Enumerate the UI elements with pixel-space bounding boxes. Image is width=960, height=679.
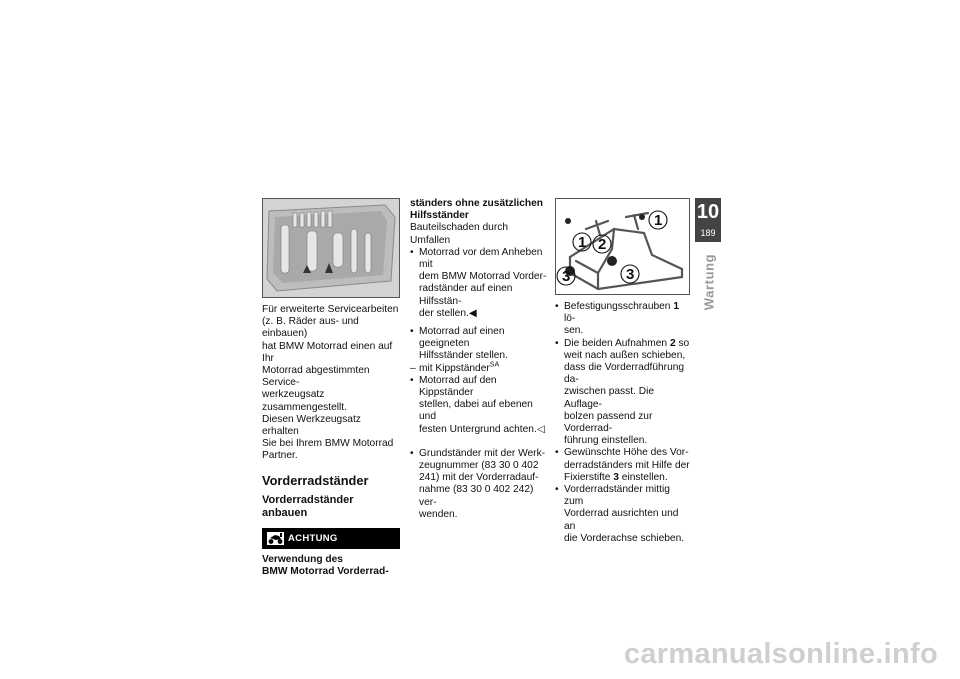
text-span: lö- (564, 313, 576, 325)
procedure-list (410, 326, 548, 363)
ref-number: 3 (613, 471, 619, 483)
text-line: die Vorderachse schieben. (564, 532, 685, 544)
bullet: • (410, 447, 414, 459)
text-line: sen. (564, 325, 584, 337)
heading-line: Vorderradständer (262, 493, 354, 506)
heading-line: anbauen (262, 506, 308, 519)
text-line: Motorrad vor dem Anheben mit (419, 246, 543, 271)
section-heading: Vorderradständer (262, 472, 369, 488)
warning-banner (262, 528, 400, 549)
callout-3-left: 3 (562, 268, 571, 285)
text-line: wenden. (419, 508, 458, 520)
bullet: • (410, 374, 414, 386)
chapter-title: Wartung (701, 253, 717, 311)
intro-paragraph (262, 304, 400, 463)
procedure-list (555, 301, 690, 545)
end-mark-icon: ◀ (468, 307, 477, 319)
bullet: • (555, 301, 559, 312)
text-line: ständers ohne zusätzlichen (410, 198, 544, 209)
text-line: Motorrad auf den Kippständer (419, 374, 497, 399)
text-line: 241) mit der Vorderradauf- (419, 472, 539, 484)
subsection-heading (262, 494, 400, 520)
dash-item (410, 363, 548, 375)
chapter-tab (695, 198, 721, 242)
text-line: weit nach außen schieben, (564, 349, 686, 361)
toolkit-photo (262, 198, 400, 298)
column-2 (410, 198, 548, 521)
text-line: hat BMW Motorrad einen auf Ihr (262, 340, 393, 364)
text-line: radständer auf einen Hilfsstän- (419, 283, 513, 307)
watermark: carmanualsonline.info (623, 638, 938, 670)
text-line: Hilfsständer (410, 210, 469, 222)
bullet: • (555, 337, 559, 349)
list-item (555, 447, 690, 484)
bullet: • (410, 246, 414, 258)
procedure-list (410, 375, 548, 436)
special-accessory-mark: SA (489, 361, 500, 369)
text-line: Sie bei Ihrem BMW Motorrad (262, 438, 394, 450)
list-item (555, 301, 690, 338)
text-line: Vorderrad ausrichten und an (564, 508, 679, 532)
text-line: festen Untergrund achten. (419, 423, 537, 435)
text-span: einstellen. (621, 471, 668, 483)
text-span: so (678, 337, 690, 349)
stand-illustration (556, 199, 689, 294)
list-item (410, 375, 548, 436)
text-line: Verwendung des (262, 553, 343, 565)
column-1 (262, 198, 400, 578)
list-item (555, 338, 690, 448)
text-span: Befestigungsschrauben (564, 301, 671, 312)
bullet: • (555, 447, 559, 459)
text-line: bolzen passend zur Vorderrad- (564, 410, 653, 435)
list-item (555, 484, 690, 545)
warning-motorcycle-icon (267, 532, 284, 549)
end-mark-icon: ◁ (536, 423, 545, 435)
column-3 (555, 198, 690, 545)
text-line: Vorderradständer mittig zum (564, 484, 670, 508)
text-line: führung einstellen. (564, 435, 648, 447)
text-line: zwischen passt. Die Auflage- (564, 386, 655, 410)
bullet: • (555, 484, 559, 496)
text-line: der stellen. (419, 307, 469, 319)
text-line: (z. B. Räder aus- und einbauen) (262, 316, 359, 340)
text-line: nahme (83 30 0 402 242) ver- (419, 484, 534, 508)
callout-2: 2 (598, 236, 607, 253)
text-line: Gewünschte Höhe des Vor- (564, 447, 689, 459)
text-line: dass die Vorderradführung da- (564, 362, 685, 386)
list-item (410, 448, 548, 521)
text-line: Für erweiterte Servicearbeiten (262, 304, 399, 315)
list-item (410, 247, 548, 320)
dash-item-text: mit Kippständer (419, 362, 490, 374)
procedure-list (410, 448, 548, 521)
bullet: • (410, 326, 414, 338)
text-line: zeugnummer (83 30 0 402 (419, 460, 539, 472)
stand-diagram (555, 198, 690, 295)
dash: – (410, 362, 416, 374)
warning-list (410, 247, 548, 320)
text-line: Motorrad auf einen geeigneten (419, 326, 505, 350)
text-span: Die beiden Aufnahmen (564, 337, 668, 349)
chapter-number: 10 (696, 201, 720, 223)
warning-title-continued (410, 198, 548, 222)
text-line: dem BMW Motorrad Vorder- (419, 271, 547, 283)
text-line: BMW Motorrad Vorderrad- (262, 565, 389, 577)
warning-text: Bauteilschaden durch Umfallen (410, 222, 508, 246)
ref-number: 2 (669, 337, 676, 349)
callout-1-top: 1 (654, 212, 663, 229)
list-item (410, 326, 548, 363)
toolkit-illustration (263, 199, 399, 297)
text-line: Diesen Werkzeugsatz erhalten (262, 413, 361, 438)
text-span: Fixierstifte (564, 471, 611, 483)
text-line: werkzeugsatz zusammengestellt. (262, 389, 347, 413)
callout-3-right: 3 (626, 266, 635, 283)
text-line: Motorrad abgestimmten Service- (262, 365, 370, 389)
ref-number: 1 (673, 301, 679, 312)
text-line: derradständers mit Hilfe der (564, 459, 690, 471)
text-line: stellen, dabei auf ebenen und (419, 399, 533, 423)
text-line: Hilfsständer stellen. (419, 350, 508, 362)
warning-title (262, 554, 400, 578)
warning-label: ACHTUNG (288, 532, 338, 544)
callout-1-left: 1 (578, 234, 587, 251)
page-number: 189 (700, 228, 716, 238)
text-line: Grundständer mit der Werk- (419, 447, 546, 459)
text-line: Partner. (262, 450, 298, 462)
